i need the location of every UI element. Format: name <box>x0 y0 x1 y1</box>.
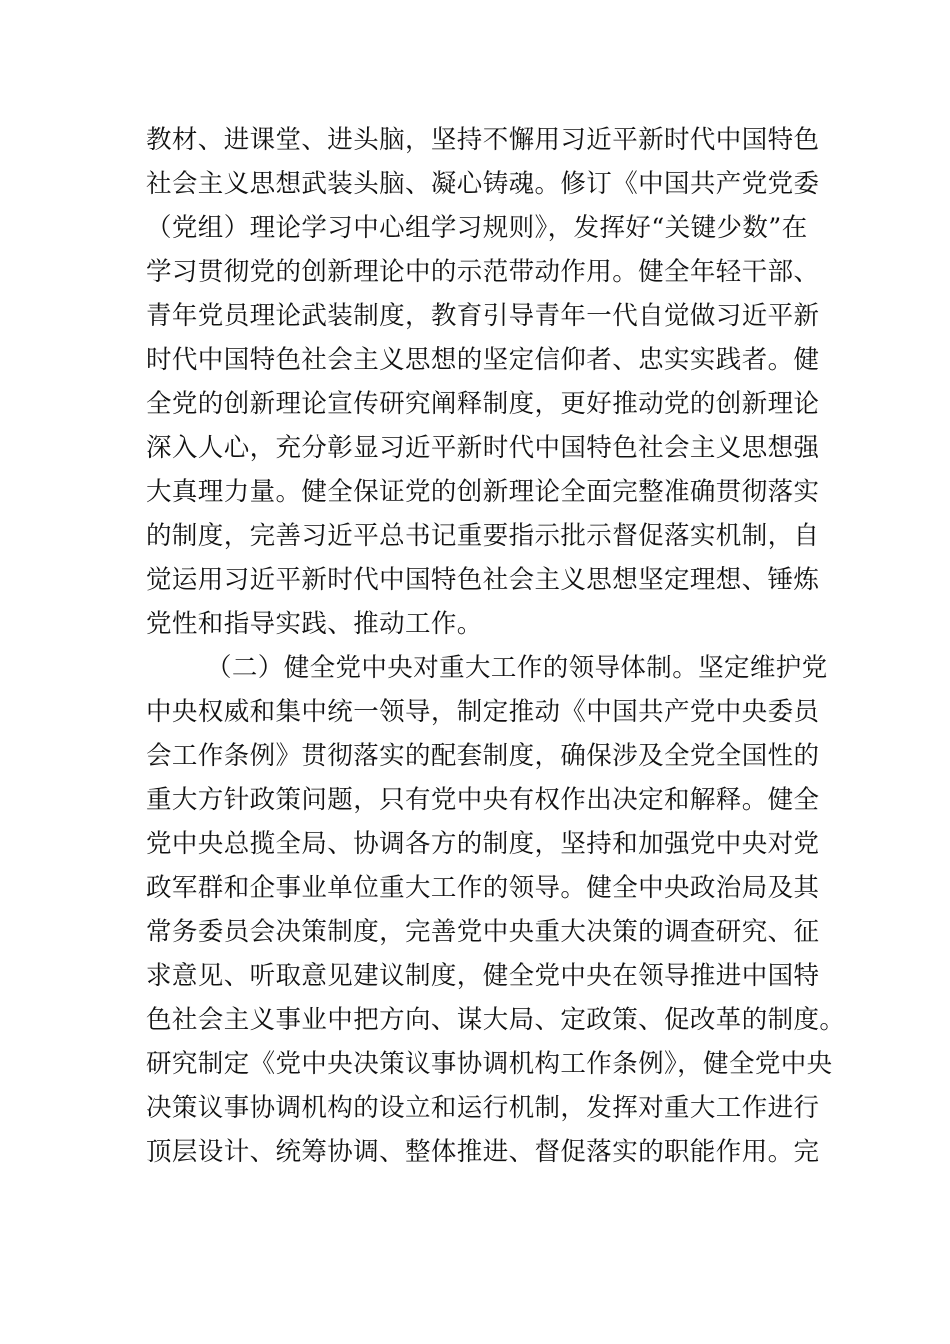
text-line: 政军群和企事业单位重大工作的领导。健全中央政治局及其 <box>146 873 820 903</box>
text-line: 会工作条例》贯彻落实的配套制度，确保涉及全党全国性的 <box>146 741 820 771</box>
text-line: 色社会主义事业中把方向、谋大局、定政策、促改革的制度。 <box>146 1005 846 1035</box>
text-line: 时代中国特色社会主义思想的坚定信仰者、忠实实践者。健 <box>146 345 820 375</box>
text-line: 社会主义思想武装头脑、凝心铸魂。修订《中国共产党党委 <box>146 169 820 199</box>
document-body-text <box>146 118 846 1174</box>
text-line: 青年党员理论武装制度，教育引导青年一代自觉做习近平新 <box>146 301 820 331</box>
text-line: 的制度，完善习近平总书记重要指示批示督促落实机制，自 <box>146 521 820 551</box>
text-line: 党中央总揽全局、协调各方的制度，坚持和加强党中央对党 <box>146 829 820 859</box>
text-line: 顶层设计、统筹协调、整体推进、督促落实的职能作用。完 <box>146 1137 820 1167</box>
text-line: 觉运用习近平新时代中国特色社会主义思想坚定理想、锤炼 <box>146 565 820 595</box>
text-line: （党组）理论学习中心组学习规则》，发挥好“关键少数”在 <box>146 213 808 243</box>
text-line: 重大方针政策问题，只有党中央有权作出决定和解释。健全 <box>146 785 820 815</box>
text-line: 全党的创新理论宣传研究阐释制度，更好推动党的创新理论 <box>146 389 820 419</box>
text-line: 党性和指导实践、推动工作。 <box>146 609 483 639</box>
text-line: 深入人心，充分彰显习近平新时代中国特色社会主义思想强 <box>146 433 820 463</box>
text-line: 求意见、听取意见建议制度，健全党中央在领导推进中国特 <box>146 961 820 991</box>
section-heading-line: （二）健全党中央对重大工作的领导体制。坚定维护党 <box>206 653 828 683</box>
text-line: 常务委员会决策制度，完善党中央重大决策的调查研究、征 <box>146 917 820 947</box>
text-line: 学习贯彻党的创新理论中的示范带动作用。健全年轻干部、 <box>146 257 820 287</box>
text-line: 教材、进课堂、进头脑，坚持不懈用习近平新时代中国特色 <box>146 125 820 155</box>
text-line: 中央权威和集中统一领导，制定推动《中国共产党中央委员 <box>146 697 820 727</box>
text-line: 决策议事协调机构的设立和运行机制，发挥对重大工作进行 <box>146 1093 820 1123</box>
text-line: 大真理力量。健全保证党的创新理论全面完整准确贯彻落实 <box>146 477 820 507</box>
text-line: 研究制定《党中央决策议事协调机构工作条例》，健全党中央 <box>146 1049 833 1079</box>
